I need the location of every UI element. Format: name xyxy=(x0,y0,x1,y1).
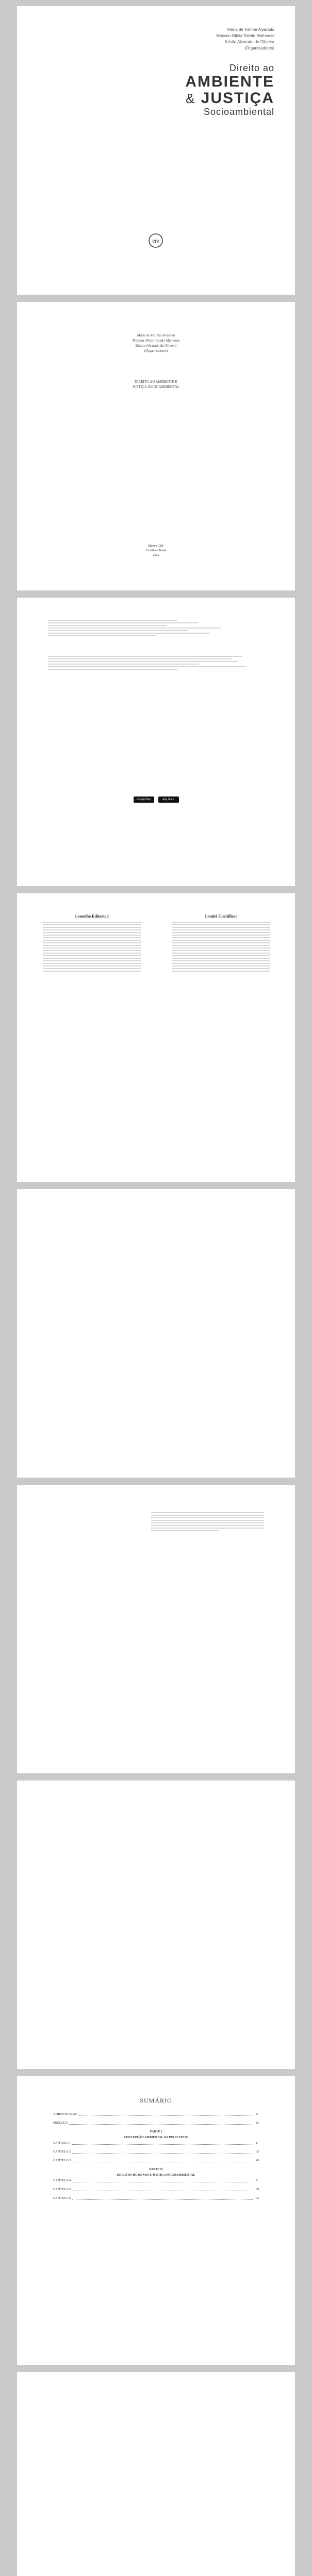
cover-title-line2: AMBIENTE xyxy=(185,73,274,90)
title-page-author-2: Mayson Olivio Toledo Matheuss xyxy=(132,338,180,343)
summary-row xyxy=(53,2130,259,2134)
cover-title-amp: & xyxy=(185,91,196,106)
blank-page xyxy=(17,1189,295,1478)
cover-author-1: Maria de Fatima Alvarado xyxy=(227,27,274,32)
summary-row-page: 13 xyxy=(256,2122,259,2125)
editorial-board-left xyxy=(43,914,141,973)
summary-row-label: CAPÍTULO 5 xyxy=(53,2188,71,2191)
cover-title-line3 xyxy=(185,90,274,107)
summary-heading: SUMÁRIO xyxy=(140,2097,172,2104)
summary-row-label: CAPÍTULO 6 xyxy=(53,2197,71,2200)
summary-row-dots xyxy=(72,2199,253,2200)
summary-row-page: 71 xyxy=(256,2179,259,2182)
summary-row-label: CAPÍTULO 4 xyxy=(53,2179,71,2182)
summary-row-page: 33 xyxy=(256,2150,259,2154)
summary-row xyxy=(53,2141,259,2146)
cover-title-line3-text: JUSTIÇA xyxy=(201,90,274,107)
cover-authors xyxy=(216,27,274,52)
title-page-title xyxy=(17,379,295,389)
title-page-publisher: Editora CRV xyxy=(147,545,165,548)
summary-row xyxy=(53,2121,259,2126)
title-page-title-l2: JUSTIÇA SOCIOAMBIENTAL xyxy=(132,385,180,389)
summary-row-label: APRESENTAÇÃO xyxy=(53,2113,77,2116)
summary-row xyxy=(53,2112,259,2117)
summary-row-label: CAPÍTULO 3 xyxy=(53,2159,71,2162)
summary-row-label: PRÓLOGO xyxy=(53,2122,68,2125)
copyright-block xyxy=(48,618,264,638)
title-page-imprint xyxy=(17,544,295,558)
store-buttons xyxy=(17,793,295,803)
google-play-button[interactable]: Google Play xyxy=(134,796,154,803)
summary-row xyxy=(53,2179,259,2183)
summary-list xyxy=(53,2112,259,2205)
cover-author-3: Kristie Alvarado de Oliveira xyxy=(224,40,274,44)
epigraph-block xyxy=(151,1511,264,1533)
title-page-author-3: Kristie Alvarado de Oliveira xyxy=(135,344,177,348)
summary-page xyxy=(17,2076,295,2365)
title-page-authors xyxy=(17,333,295,353)
summary-row xyxy=(53,2150,259,2155)
summary-row xyxy=(53,2188,259,2192)
summary-row-dots xyxy=(72,2144,254,2145)
blank-page-2 xyxy=(17,1781,295,2069)
catalog-record xyxy=(48,654,264,671)
summary-row-page: 103 xyxy=(254,2197,259,2200)
editorial-board-heading: Conselho Editorial: xyxy=(74,914,109,919)
title-page-year: 2021 xyxy=(153,554,159,557)
blank-page-3 xyxy=(17,2372,295,2576)
cover-author-2: Mayson Olivio Toledo Matheuss xyxy=(216,33,274,38)
summary-row xyxy=(53,2167,259,2172)
summary-row-page: 49 xyxy=(256,2159,259,2162)
copyright-page xyxy=(17,598,295,886)
title-page-title-l1: DIREITO AO AMBIENTE E xyxy=(135,380,177,384)
summary-row xyxy=(53,2136,259,2140)
summary-row-label: PARTE II xyxy=(149,2168,163,2171)
summary-row-page: 89 xyxy=(256,2188,259,2191)
publisher-logo-icon xyxy=(148,233,163,248)
summary-row-dots xyxy=(79,2115,254,2116)
summary-row-label: CONCEPÇÃO AMBIENTAL NA POLICYDISE xyxy=(124,2136,188,2139)
cover-title-line1: Direito ao xyxy=(229,63,274,73)
svg-text:crv: crv xyxy=(152,239,159,244)
epigraph-page xyxy=(17,1485,295,1773)
cover-title-line4: Socioambiental xyxy=(203,107,274,117)
summary-row-dots xyxy=(72,2153,254,2154)
editorial-board-page xyxy=(17,893,295,1182)
title-page xyxy=(17,302,295,590)
summary-row xyxy=(53,2173,259,2178)
cover-page xyxy=(17,6,295,295)
cover-title xyxy=(185,63,274,117)
title-page-role: (Organizadores) xyxy=(144,349,168,353)
summary-row xyxy=(53,2196,259,2201)
cover-authors-role: (Organizadores) xyxy=(244,46,274,50)
scientific-committee-heading: Comitê Científico: xyxy=(204,914,237,919)
scientific-committee-right xyxy=(172,914,270,973)
title-page-city: Curitiba – Brasil xyxy=(145,549,167,552)
summary-row-page: 17 xyxy=(256,2142,259,2145)
summary-row-label: CAPÍTULO 1 xyxy=(53,2142,71,2145)
title-page-author-1: Maria de Fatima Alvarado xyxy=(137,333,175,337)
summary-row-page: 11 xyxy=(256,2113,259,2116)
summary-row xyxy=(53,2159,259,2163)
summary-row-label: DIREITOS HUMANOS E JUSTIÇA SOCIOAMBIENTAL xyxy=(117,2174,195,2177)
app-store-button[interactable]: App Store xyxy=(158,796,179,803)
summary-row-dots xyxy=(69,2124,254,2125)
summary-row-label: CAPÍTULO 2 xyxy=(53,2150,71,2154)
summary-row-label: PARTE I xyxy=(150,2130,162,2133)
